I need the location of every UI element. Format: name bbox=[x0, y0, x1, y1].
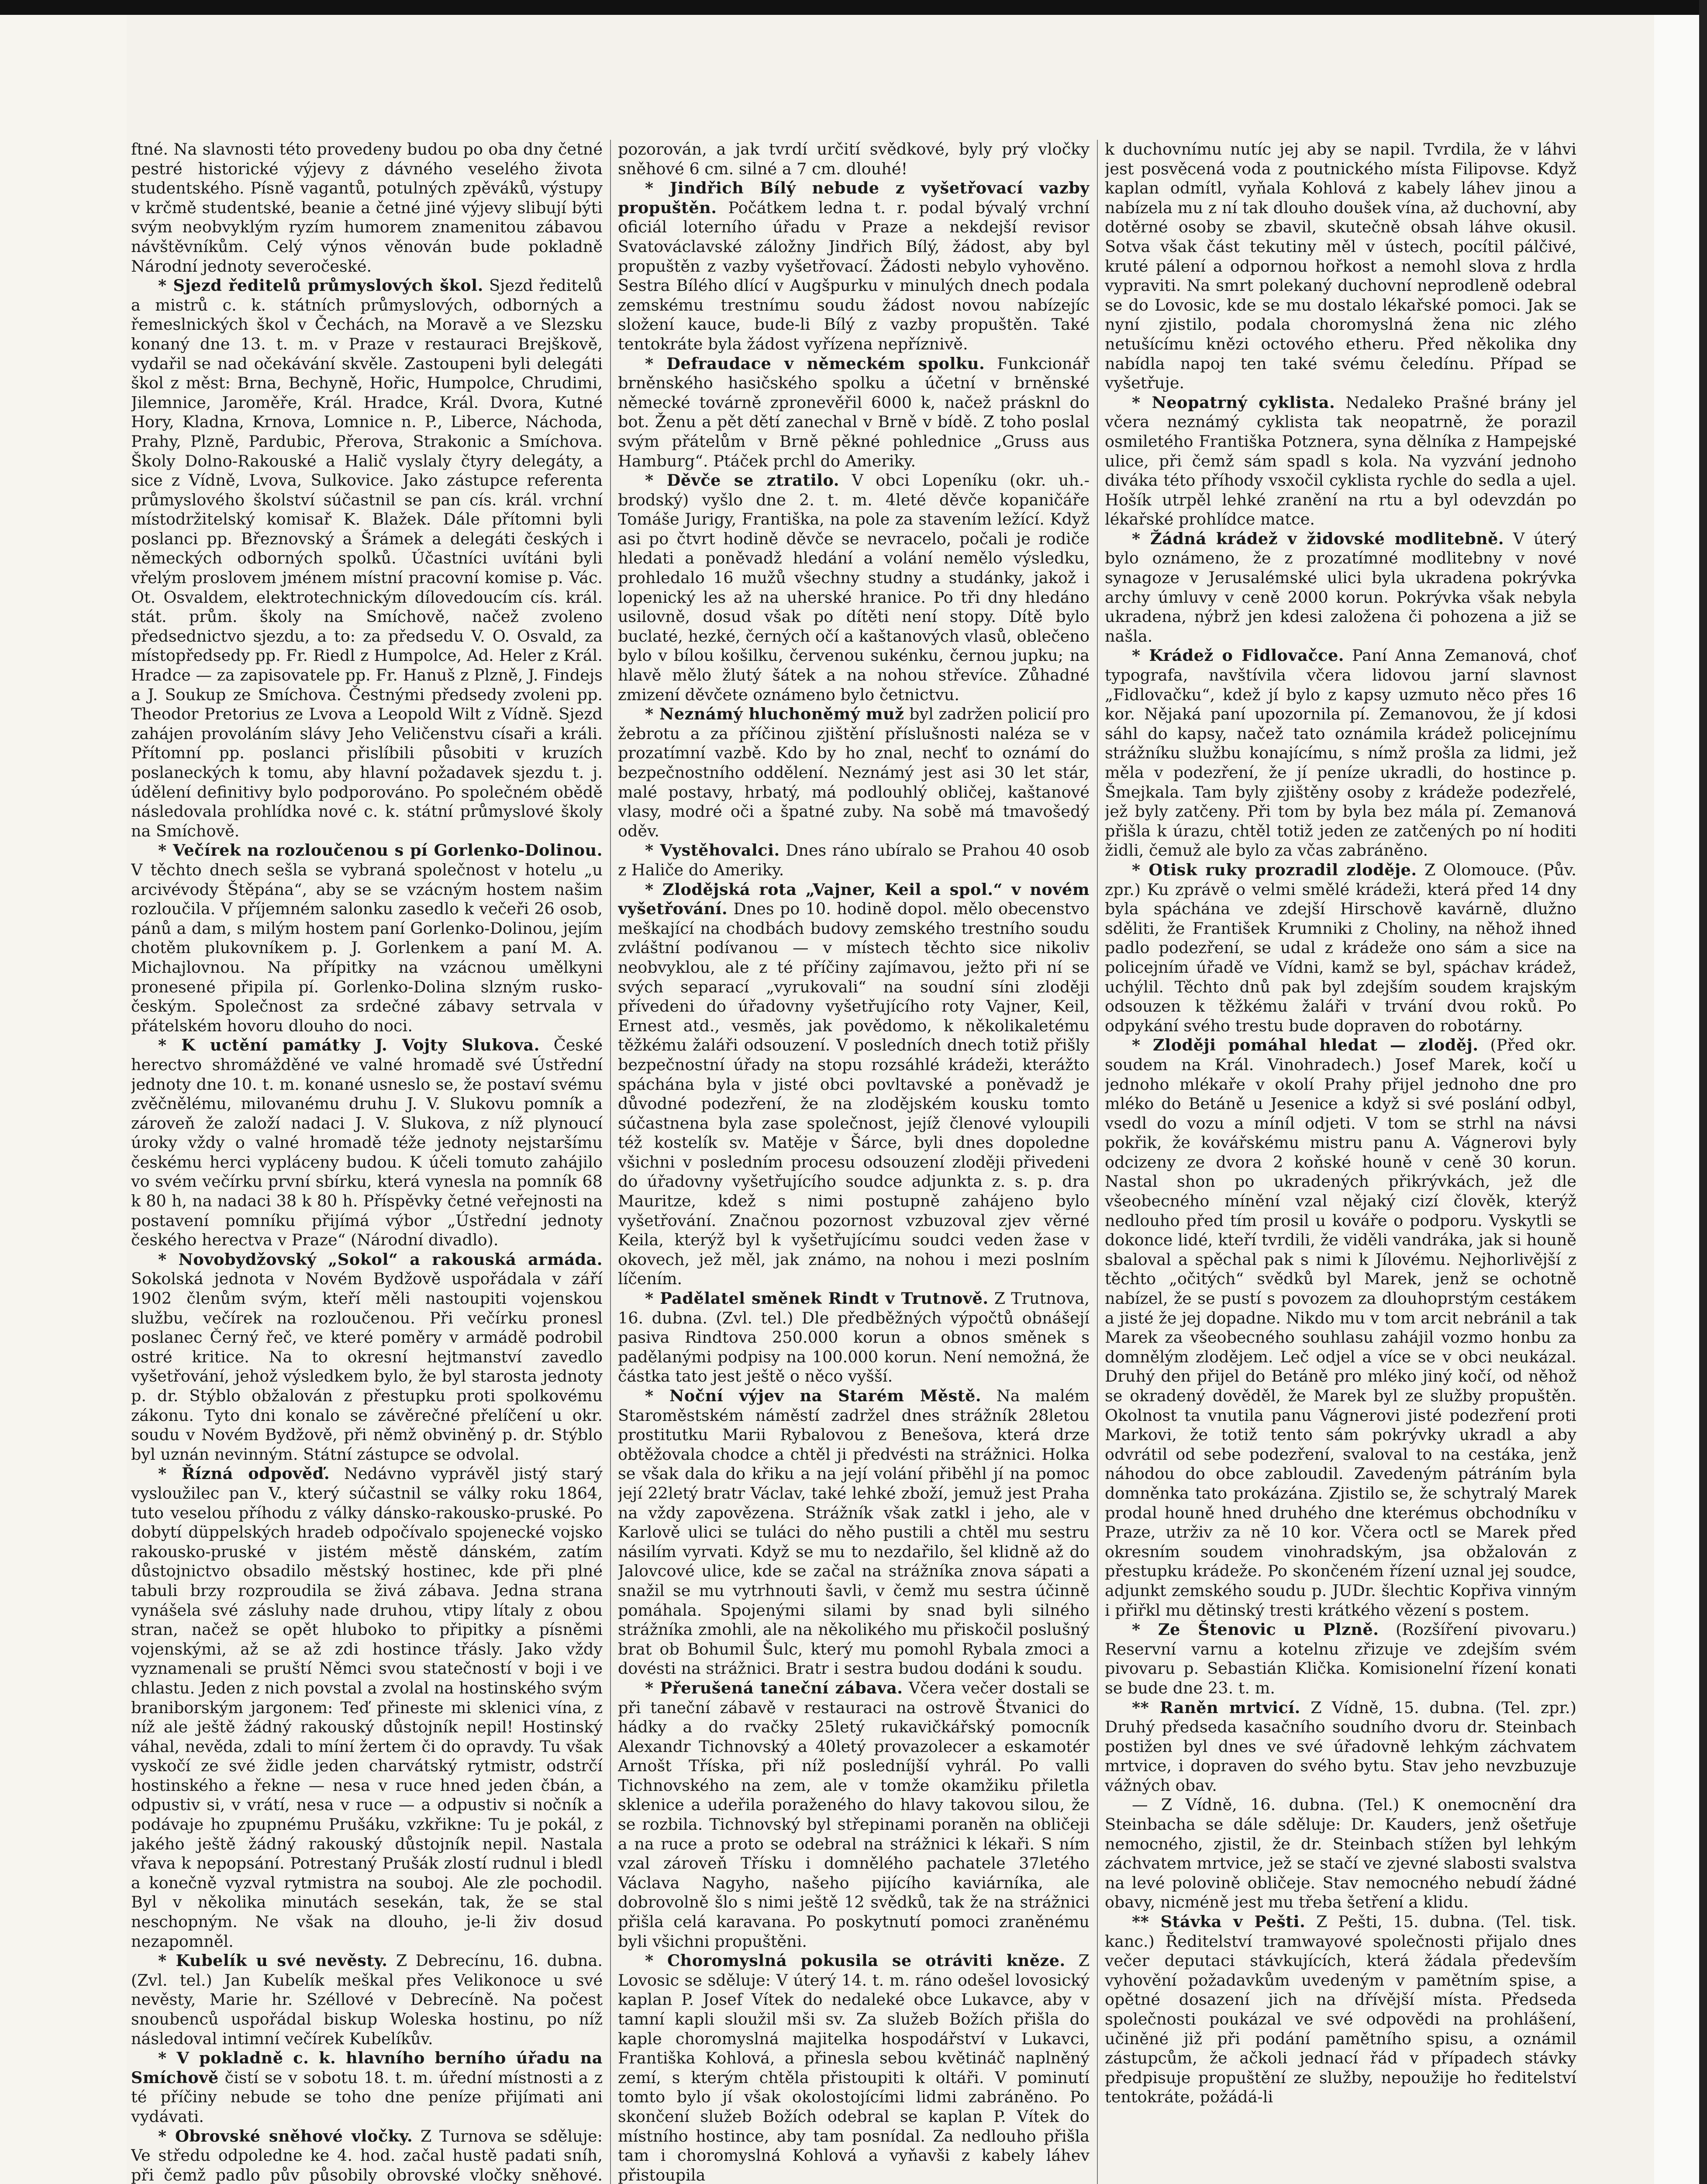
article-text: pozorován, a jak tvrdí určití svědkové, byly prý vločky sněhové 6 cm. silné a 7 cm. dlouhé! bbox=[618, 140, 1090, 178]
article-paragraph bbox=[618, 1289, 1090, 1386]
article-paragraph bbox=[1105, 1036, 1576, 1620]
scan-top-border bbox=[0, 0, 1707, 15]
article-paragraph bbox=[131, 1036, 603, 1250]
article-text: V úterý bylo oznámeno, že z prozatímné modlitebny v nové synagoze v Jerusalémské ulici byla ukradena pokrývka archy úmluvy v ceně 2000 korun. Pokrývka však nebyla ukradena, nýbrž jen kdesi založena či pohozena a již se našla. bbox=[1105, 529, 1576, 646]
column-divider bbox=[1097, 140, 1098, 2184]
article-paragraph bbox=[618, 354, 1090, 471]
article-paragraph bbox=[131, 841, 603, 1036]
scan-right-border bbox=[1699, 0, 1707, 2184]
article-paragraph bbox=[1105, 529, 1576, 646]
article-heading: * Novobydžovský „Sokol“ a rakouská armáda. bbox=[158, 1250, 603, 1269]
article-heading: * Neopatrný cyklista. bbox=[1132, 393, 1335, 412]
article-paragraph bbox=[1105, 1620, 1576, 1698]
article-text: Nedávno vyprávěl jistý starý vysloužilec pan V., který súčastnil se války roku 1864, tuto veselou příhodu z války dánsko-rakousko-pruské. Po dobytí düppelských hradeb odpočívalo spojenecké vojsko rakousko-pruské v jistém městě dánském, zatím důstojnictvo obsadilo městský hostinec, kde při plné tabuli brzy rozproudila se živá zábava. Jedna strana vynášela své zásluhy nade druhou, vtipy lítaly z obou stran, načež se opět hluboko to připitky a písněmi vojenskými, až se až zdi hostince třásly. Jako vždy vyznamenali se pruští Němci svou statečností v boji i ve chlastu. Jeden z nich povstal a zvolal na hostinského svým braniborským jargonem: Teď přineste mi sklenici vína, z níž ale ještě žádný rakouský důstojník nepil! Hostinský váhal, nevěda, zdali to míní žertem či do opravdy. Tu však vyskočí ze své židle jeden charvátský rytmistr, odstrčí hostinského a řekne — nesa v ruce hned jeden čbán, a odpustiv si, v vrátí, nesa v ruce — a odpustiv si nočník a podávaje ho zpupnému Prušáku, vzkřikne: Tu je pokál, z jakého ještě žádný rakouský důstojník nepil. Nastala vřava k nepopsání. Potrestaný Prušák zlostí rudnul i bledl a konečně vyzval rytmistra na souboj. Ale zle pochodil. Byl v několika minutách sesekán, tak, že se stal neschopným. Ne však na dlouho, je-li živ dosud nezapomněl. bbox=[131, 1464, 603, 1951]
article-text: Z Vídně, 15. dubna. (Tel. zpr.) Druhý předseda kasačního soudního dvoru dr. Steinbach postižen byl dnes ve své úřadovně lehkým záchvatem mrtvice, i dopraven do svého bytu. Stav jeho nevzbuzuje vážných obav. bbox=[1105, 1698, 1576, 1795]
article-text: Na malém Staroměstském náměstí zadržel dnes strážník 28letou prostitutku Marii Rybalovou z Benešova, která drze obtěžovala chodce a chtěl ji předvésti na strážnici. Holka se však dala do křiku a na její volání přiběhl jí na pomoc její 22letý bratr Václav, také lehké zboží, jemuž jest Praha na vždy zapovězena. Strážník však zatkl i jeho, ale v Karlově ulici se tuláci do něho pustili a chtěl mu sestru násilím vyrvati. Když se mu to nezdařilo, šel klidně až do Jalovcové ulice, kde se začal na strážníka znova sápati a snažil se mu vytrhnouti šavli, v čemž mu sestra účinně pomáhala. Spojenými silami by snad byli silného strážníka zmohli, ale na několikého mu přiskočil poslušný brat ob Bohumil Šulc, který mu pomohl Rybala zmoci a dovésti na strážnici. Bratr i sestra budou dodáni k soudu. bbox=[618, 1386, 1090, 1678]
article-text: — Z Vídně, 16. dubna. (Tel.) K onemocnění dra Steinbacha se dále sděluje: Dr. Kauders, jenž ošetřuje nemocného, zjistil, že dr. Steinbach stížen byl lehkým záchvatem mrtvice, jež se stačí ve zjevné slabosti svalstva na levé polovině obličeje. Stav nemocného nebudí žádné obavy, nicméně jest mu třeba šetření a klidu. bbox=[1105, 1795, 1576, 1912]
article-text: Sjezd ředitelů a mistrů c. k. státních průmyslových, odborných a řemeslnických škol v Čechách, na Moravě a ve Slezsku konaný dne 13. t. m. v Praze v restauraci Brejškově, vydařil se nad očekávání skvěle. Zastoupeni byli delegáti škol z měst: Brna, Bechyně, Hořic, Humpolce, Chrudimi, Jilemnice, Jaroměře, Král. Hradce, Král. Dvora, Kutné Hory, Kladna, Krnova, Lomnice n. P., Liberce, Náchoda, Prahy, Plzně, Pardubic, Přerova, Strakonic a Smíchova. Školy Dolno-Rakouské a Halič vyslaly čtyry delegáty, a sice z Vídně, Lvova, Sulkovice. Jako zástupce referenta průmyslového školství súčastnil se pan cís. král. vrchní místodržitelský komisař K. Blažek. Dále přítomni byli poslanci pp. Březnovský a Šrámek a delegáti českých i německých odborných spolků. Účastníci uvítáni byli vřelým proslovem jménem místní pracovní komise p. Vác. Ot. Osvaldem, elektrotechnickým dílovedoucím cís. král. stát. prům. školy na Smíchově, načež zvoleno předsednictvo sjezdu, a to: za předsedu V. O. Osvald, za místopředsedy pp. Fr. Riedl z Humpolce, Ad. Heler z Král. Hradce — za zapisovatele pp. Fr. Hanuš z Plzně, J. Findejs a J. Soukup ze Smíchova. Čestnými předsedy zvoleni pp. Theodor Pretorius ze Lvova a Leopold Wilt z Vídně. Sjezd zahájen provoláním slávy Jeho Veličenstvu císaři a králi. Přítomní pp. poslanci přislíbili působiti v kruzích poslaneckých k tomu, aby hlavní požadavek sjezdu t. j. údělení definitivy bylo podporováno. Po společném obědě následovala prohlídka nové c. k. státní průmyslové školy na Smíchově. bbox=[131, 276, 603, 840]
article-text: V obci Lopeníku (okr. uh.-brodský) vyšlo dne 2. t. m. 4leté děvče kopaničáře Tomáše Jurigy, Františka, na pole za stavením ležící. Když asi po čtvrt hodině děvče se nevracelo, počali je rodiče hledati a poněvadž hledání a volání nemělo výsledku, prohledalo 16 mužů všechny studny a studánky, jakož i lopenický les až na uherské hranice. Po tři dny hledáno usilovně, dosud však po dítěti není stopy. Dítě bylo buclaté, hezké, černých očí a kaštanových vlasů, oblečeno bylo v bílou košilku, červenou sukénku, černou jupku; na hlavě mělo žlutý šátek a na nohou střevíce. Zůhadné zmizení děvčete oznámeno bylo četnictvu. bbox=[618, 471, 1090, 704]
article-paragraph bbox=[131, 2049, 603, 2126]
article-heading: * Žádná krádež v židovské modlitebně. bbox=[1132, 529, 1504, 548]
article-paragraph bbox=[131, 140, 603, 276]
adjacent-page-strip bbox=[1654, 15, 1699, 2184]
article-paragraph bbox=[618, 705, 1090, 841]
article-text: České herectvo shromážděné ve valné hromadě své Ústřední jednoty dne 10. t. m. konané usneslo se, že postaví svému zvěčnělému, milovanému druhu J. V. Slukovu pomník a zároveň že založí nadaci J. V. Slukova, z níž plynoucí úroky vždy o valné hromadě téže jednoty nejstaršímu českému herci vypláceny budou. K účeli tomuto zahájilo vo svém večírku první sbírku, která vynesla na pomník 68 k 80 h, na nadaci 38 k 80 h. Příspěvky četné veřejnosti na postavení pomníku přijímá výbor „Ústřední jednoty českého herectva v Praze“ (Národní divadlo). bbox=[131, 1036, 603, 1250]
article-heading: * Ze Štenovic u Plzně. bbox=[1132, 1620, 1379, 1639]
article-heading: * Noční výjev na Starém Městě. bbox=[645, 1386, 982, 1405]
article-paragraph bbox=[1105, 1912, 1576, 2107]
article-heading: * Padělatel směnek Rindt v Trutnově. bbox=[645, 1289, 989, 1308]
article-paragraph bbox=[618, 471, 1090, 705]
column-3 bbox=[1105, 140, 1576, 2184]
article-heading: * K uctění památky J. Vojty Slukova. bbox=[158, 1036, 540, 1055]
article-paragraph bbox=[131, 1464, 603, 1951]
article-text: k duchovnímu nutíc jej aby se napil. Tvrdila, že v láhvi jest posvěcená voda z poutnického místa Filipovse. Když kaplan odmítl, vyňala Kohlová z kabely láhev jinou a nabízela mu z ní tak dlouho doušek vína, až duchovní, aby dotěrné osoby se zbavil, skutečně obsah láhve okusil. Sotva však část tekutiny měl v ústech, pocítil pálčivé, kruté pálení a odpornou hořkost a nemohl slova z hrdla vypraviti. Na smrt polekaný duchovní neprodleně odebral se do Lovosic, kde se mu dostalo lékařské pomoci. Jak se nyní zjistilo, podala choromyslná žena nic zlého netušícímu knězi octového etheru. Před několika dny nabídla napoj ten také svému čeledínu. Případ se vyšetřuje. bbox=[1105, 140, 1576, 393]
article-paragraph bbox=[618, 1951, 1090, 2184]
article-heading: * Vystěhovalci. bbox=[645, 841, 780, 860]
article-heading: * Choromyslná pokusila se otráviti kněze. bbox=[645, 1951, 1066, 1970]
article-text: čistí se v sobotu 18. t. m. úřední místnosti a z té příčiny nebude se toho dne peníze přijímati ani vydávati. bbox=[131, 2068, 603, 2126]
article-heading: * V pokladně c. k. hlavního berního úřadu na Smíchově bbox=[131, 2049, 603, 2087]
article-heading: * Přerušená taneční zábava. bbox=[645, 1678, 903, 1697]
column-2 bbox=[618, 140, 1090, 2184]
column-1 bbox=[131, 140, 603, 2184]
article-paragraph bbox=[618, 1386, 1090, 1679]
article-heading: * Krádež o Fidlovačce. bbox=[1132, 646, 1344, 665]
article-text: (Před okr. soudem na Král. Vinohradech.) Josef Marek, kočí u jednoho mlékaře v okolí Prahy přijel jednoho dne pro mléko do Betáně u Jesenice a když si své poslání odbyl, vsedl do vozu a míníl odjeti. V tom se strhl na návsi pokřik, že kovářskému mistru panu A. Vágnerovi byly odcizeny ze dvora 2 koňské houně v ceně 30 korun. Nastal shon po ukradených přikrývkách, jež dle všeobecného mínění vzal nějaký cizí člověk, kterýž nedlouho před tím prosil u kováře o podporu. Vyskytli se dokonce lidé, kteří tvrdili, že viděli vandráka, jak si houně sbaloval a spěchal pak s nimi k Jílovému. Nejhorlivější z těchto „očitých“ svědků byl Marek, jenž se ochotně nabízel, že se pustí s povozem za dlouhoprstým cestákem a jisté že jej dopadne. Nikdo mu v tom arcit nebránil a tak Marek za všeobecného souhlasu zahájil vozmo honbu za domnělým zlodějem. Leč odjel a více se v obci neukázal. Druhý den přijel do Betáně pro mléko jiný kočí, od něhož se okradený dověděl, že Marek byl ze služby propuštěn. Okolnost ta vnutila panu Vágnerovi jisté podezření proti Markovi, že totiž tento sám pokrývky ukradl a aby odvrátil od sebe podezření, svaloval to na cestáka, jenž náhodou do obce zabloudil. Zavedeným pátráním byla domněnka tato prokázána. Zjistilo se, že schytralý Marek prodal houně hned druhého dne kterémus obchodníku v Praze, utrživ za ně 10 kor. Včera octl se Marek před okresním soudem vinohradským, jsa obžalován z přestupku krádeže. Po skončeném řízení uznal jej soudce, adjunkt zemského soudu p. JUDr. šlechtic Kopřiva vinným i přiřkl mu dětinský tresti krátkého vězení s postem. bbox=[1105, 1036, 1576, 1620]
text-columns bbox=[131, 140, 1581, 2184]
article-paragraph bbox=[618, 140, 1090, 179]
article-heading: * Večírek na rozloučenou s pí Gorlenko-Dolinou. bbox=[158, 841, 603, 860]
article-heading: * Zloději pomáhal hledat — zloděj. bbox=[1132, 1036, 1479, 1055]
article-text: Z Olomouce. (Pův. zpr.) Ku zprávě o velmi smělé krádeži, která před 14 dny byla spáchána ve zdejší Hirschově kavárně, dlužno sděliti, že František Krumniki z Choliny, na něhož ihned padlo podezření, se udal z krádeže ono sám a sice na policejním úřadě ve Vídni, kamž se byl, spáchav krádež, uchýlil. Těchto dnů pak byl zdejším soudem krajským odsouzen k těžkému žaláři v trvání dvou roků. Po odpykání svého trestu bude dopraven do robotárny. bbox=[1105, 860, 1576, 1035]
article-paragraph bbox=[1105, 140, 1576, 393]
article-paragraph bbox=[131, 276, 603, 841]
article-text: (Rozšíření pivovaru.) Reservní varnu a kotelnu zřizuje ve zdejším svém pivovaru p. Sebastián Klička. Komisionelní řízení konati se bude dne 23. t. m. bbox=[1105, 1620, 1576, 1697]
article-heading: * Kubelík u své nevěsty. bbox=[158, 1951, 388, 1970]
article-text: Nedaleko Prašné brány jel včera neznámý cyklista tak neopatrně, že porazil osmiletého Františka Potznera, syna dělníka z Hampejské ulice, při čemž sám spadl s kola. Na vyzvání jednoho diváka této příhody vsxočil cyklista rychle do sedla a ujel. Hošík utrpěl lehké zranění na rtu a byl odevzdán po lékařské prohlídce matce. bbox=[1105, 393, 1576, 529]
left-margin bbox=[0, 15, 127, 2184]
article-text: V těchto dnech sešla se vybraná společnost v hotelu „u arcivévody Štěpána“, aby se se vzácným hostem našim rozloučila. V příjemném salonku zasedlo k večeři 26 osob, pánů a dam, s milým hostem paní Gorlenko-Dolinou, jejím chotěm plukovníkem p. J. Gorlenkem a paní M. A. Michajlovnou. Na přípitky na vzácnou umělkyni pronesené připila pí. Gorlenko-Dolina slzným rusko-českým. Společnost za srdečné zábavy setrvala v přátelském hovoru dlouho do noci. bbox=[131, 860, 603, 1035]
article-paragraph bbox=[618, 1679, 1090, 1951]
article-heading: * Otisk ruky prozradil zloděje. bbox=[1132, 860, 1417, 879]
article-text: Z Trutnova, 16. dubna. (Zvl. tel.) Dle předběžných výpočtů obnášejí pasiva Rindtova 250.000 korun a obnos směnek s padělanými podpisy na 100.000 korun. Není nemožná, že částka tato jest ještě o něco vyšší. bbox=[618, 1289, 1090, 1386]
article-heading: * Obrovské sněhové vločky. bbox=[158, 2126, 413, 2146]
article-text: Dnes ráno ubíralo se Prahou 40 osob z Haliče do Ameriky. bbox=[618, 841, 1090, 879]
article-text: Včera večer dostali se při taneční zábavě v restauraci na ostrově Štvanici do hádky a do rvačky 25letý rukavičkářský pomocník Alexandr Tichnovský a 40letý provazolecer a eskamotér Arnošt Tříska, při níž posledníjší vyhrál. Po valli Tichnovského na zem, ale v tomže okamžiku přiletla sklenice a udeřila poraženého do hlavy takovou silou, že se rozbila. Tichnovský byl střepinami poraněn na obličeji a na ruce a proto se odebral na strážnici k lékaři. S ním vzal zároveň Třísku i domnělého pachatele 37letého Václava Nagyho, našeho pijícího kaviárníka, ale dobrovolně šlo s nimi ještě 12 svědků, tak že na strážnici přišla celá karavana. Po poskytnutí pomoci zraněnému byli všichni propuštěni. bbox=[618, 1678, 1090, 1951]
column-divider bbox=[610, 140, 611, 2184]
article-heading: * Neznámý hluchoněmý muž bbox=[645, 705, 904, 724]
article-paragraph bbox=[131, 1250, 603, 1465]
article-paragraph bbox=[1105, 1795, 1576, 1912]
article-text: Z Debrecínu, 16. dubna. (Zvl. tel.) Jan Kubelík meškal přes Velikonoce u své nevěsty, Marie hr. Széllové v Debrecíně. Na počest snoubenců uspořádal biskup Woleska hostinu, po níž následoval intimní večírek Kubelíkův. bbox=[131, 1951, 603, 2048]
article-text: Z Lovosic se sděluje: V úterý 14. t. m. ráno odešel lovosický kaplan P. Josef Vítek do nedaleké obce Lukavce, aby v tamní kapli sloužil mši sv. Za služeb Božích přišla do kaple choromyslná majitelka hospodářství v Lukavci, Františka Kohlová, a přinesla sebou květináč naplněný zemí, s kterým chtěla přistoupiti k oltáři. V pominutí tomto bylo jí však okolostojícími lidmi zabráněno. Po skončení služeb Božích odebral se kaplan P. Vítek do místního hostince, aby tam posnídal. Za nedlouho přišla tam i choromyslná Kohlová a vyňavši z kabely láhev přistoupila bbox=[618, 1951, 1090, 2184]
article-text: byl zadržen policií pro žebrotu a za příčinou zjištění příslušnosti naléza se v prozatímní vazbě. Kdo by ho znal, nechť to oznámí do bezpečnostního oddělení. Neznámý jest asi 30 let stár, malé postavy, hrbatý, má podlouhlý obličej, kaštanové vlasy, modré oči a špatné zuby. Na sobě má tmavošedý oděv. bbox=[618, 705, 1090, 840]
article-text: Počátkem ledna t. r. podal bývalý vrchní oficiál loterního úřadu v Praze a nekdejší revisor Svatováclavské záložny Jindřich Bílý, žádost, aby byl propuštěn z vazby vyšetřovací. Žádosti nebylo vyhověno. Sestra Bílého dlící v Augšpurku v minulých dnech podala zemskému trestnímu soudu žádost novou nabízejíc složení kauce, bude-li Bílý z vazby propuštěn. Také tentokráte byla žádost vyřízena nepříznivě. bbox=[618, 198, 1090, 353]
article-paragraph bbox=[1105, 393, 1576, 529]
article-text: Z Turnova se sděluje: Ve středu odpoledne ke 4. hod. začal hustě padati sníh, při čemž padlo pův působily obrovské vločky sněhové. bbox=[131, 2126, 603, 2184]
article-text: Dnes po 10. hodině dopol. mělo obecenstvo meškající na chodbách budovy zemského trestního soudu zvláštní podívanou — v místech těchto sice nikoliv neobvyklou, ale z té příčiny zajímavou, ježto při ní se svých separací „vyrukovali“ na soudní síni zloději přívedeni do úřadovny vyšetřujícího roty Vajner, Keil, Ernest atd., vesměs, jak povědomo, k několikaletému těžkému žaláři odsouzení. V posledních dnech totiž přišly bezpečnostní úřady na stopu rozsáhlé krádeži, kterážto spáchána byla v jisté obci povltavské a poněvadž je důvodné podezření, že na zlodějském kousku tomto súčastnena byla zase společnost, jejíž členové vyloupili též kostelík sv. Matěje v Šárce, byli dnes dopoledne všichni v posledním procesu odsouzení zloději přivedeni do úřadovny vyšetřujícího soudce adjunkta z. s. p. dra Mauritze, kdež s nimi postupně zahájeno bylo vyšetřování. Značnou pozornost vzbuzoval zjev věrné Keila, kterýž byl k vyšetřujícímu soudci veden žase v okovech, jež měl, jak známo, na nohou i mezi poslním líčením. bbox=[618, 899, 1090, 1289]
article-text: Funkcionář brněnského hasičského spolku a účetní v brněnské německé továrně zpronevěřil 6000 k, načež prásknl do bot. Ženu a pět dětí zanechal v Brně v bídě. Z toho poslal svým přátelům v Brně pěkné pohlednice „Gruss aus Hamburg“. Ptáček prchl do Ameriky. bbox=[618, 354, 1090, 470]
article-heading: * Děvče se ztratilo. bbox=[645, 471, 840, 490]
article-paragraph bbox=[131, 1951, 603, 2049]
article-text: Z Pešti, 15. dubna. (Tel. tisk. kanc.) Ředitelství tramwayové společnosti přijalo dnes večer deputaci stávkujících, která žádala především vyhovění požadavkům uvedeným v pamětním spise, a opětné dosazení jich na dřívější místa. Předseda společnosti poukázal ve své odpovědi na prohlášení, učiněné již při podání pamětního spisu, a oznámil zástupcům, že ačkoli jednací řád v případech stávky předpisuje propuštění ze služby, nepoužije ho ředitelství tentokráte, požádá-li bbox=[1105, 1912, 1576, 2107]
article-text: Paní Anna Zemanová, choť typografa, navštívila včera lidovou jarní slavnost „Fidlovačku“, kdež jí bylo z kapsy uzmuto něco přes 16 kor. Nějaká paní upozornila pí. Zemanovou, že jí kdosi sáhl do kapsy, načež tato oznámila krádež policejnímu strážníku službu konajícímu, s nímž prošla za lidmi, jež měla v podezření, že jí peníze ukradli, do hostince p. Šmejkala. Tam byly zjištěny osoby z krádeže podezřelé, jež byly zatčeny. Při tom by byla bez mála pí. Zemanová přišla k úrazu, chtěl totiž jeden ze zatčených po ní hoditi židli, čemuž ale bylo za včas zabráněno. bbox=[1105, 646, 1576, 860]
article-paragraph bbox=[618, 841, 1090, 880]
article-heading: * Sjezd ředitelů průmyslových škol. bbox=[158, 276, 483, 295]
article-paragraph bbox=[1105, 860, 1576, 1036]
article-paragraph bbox=[1105, 1698, 1576, 1796]
article-text: Sokolská jednota v Novém Bydžově uspořádala v září 1902 členům svým, kteří měli nastoupiti vojenskou službu, večírek na rozloučenou. Při večírku pronesl poslanec Černý řeč, ve které poměry v armádě podrobil ostré kritice. Na to okresní hejtmanství zavedlo vyšetřování, jehož výsledkem bylo, že byl starosta jednoty p. dr. Stýblo obžalován z přestupku proti spolkovému zákonu. Tyto dni konalo se závěrečné přelíčení u okr. soudu v Novém Bydžově, při němž obviněný p. dr. Stýblo byl uznán nevinným. Státní zástupce se odvolal. bbox=[131, 1269, 603, 1464]
article-heading: * Jindřich Bílý nebude z vyšetřovací vazby propuštěn. bbox=[618, 179, 1090, 217]
article-heading: * Defraudace v německém spolku. bbox=[645, 354, 985, 373]
article-paragraph bbox=[618, 880, 1090, 1289]
article-paragraph bbox=[618, 179, 1090, 354]
article-heading: * Zlodějská rota „Vajner, Keil a spol.“ v novém vyšetřování. bbox=[618, 880, 1090, 919]
article-heading: ** Stávka v Pešti. bbox=[1132, 1912, 1306, 1932]
article-heading: ** Raněn mrtvicí. bbox=[1132, 1698, 1300, 1717]
article-paragraph bbox=[1105, 646, 1576, 860]
article-text: ftné. Na slavnosti této provedeny budou po oba dny četné pestré historické výjevy z dávného veselého života studentského. Písně vagantů, potulných zpěváků, výstupy v krčmě studentské, beanie a četné jiné výjevy slibují býti svým neobvyklým ryzím humorem znamenitou zábavou návštěvníkům. Celý výnos věnován bude pokladně Národní jednoty severočeské. bbox=[131, 140, 603, 276]
article-paragraph bbox=[131, 2127, 603, 2184]
article-heading: * Řízná odpověď. bbox=[158, 1464, 330, 1483]
